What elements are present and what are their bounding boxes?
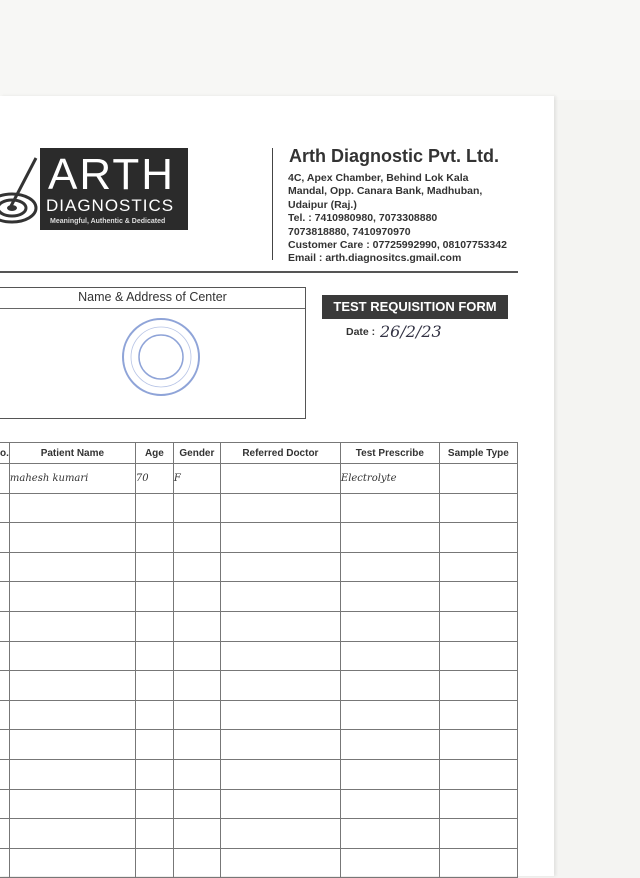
address-line: Udaipur (Raj.) bbox=[288, 198, 357, 211]
address-line: Email : arth.diagnositcs.gmail.com bbox=[288, 252, 462, 265]
address-line: Customer Care : 07725992990, 08107753342 bbox=[288, 239, 507, 252]
patient-table bbox=[0, 442, 518, 878]
table-row bbox=[0, 464, 517, 494]
stamp-icon bbox=[120, 316, 202, 398]
table-row bbox=[0, 819, 517, 849]
table-cell bbox=[220, 464, 340, 494]
table-cell bbox=[0, 464, 9, 494]
table-row bbox=[0, 700, 517, 730]
col-header-referred-doctor: Referred Doctor bbox=[220, 443, 340, 464]
date-value: 26/2/23 bbox=[380, 322, 442, 341]
table-row bbox=[0, 848, 517, 878]
header-rule bbox=[0, 271, 518, 273]
table-row bbox=[0, 759, 517, 789]
table-row bbox=[0, 671, 517, 701]
col-header-gender: Gender bbox=[173, 443, 220, 464]
background-paper bbox=[0, 0, 640, 100]
address-line: Mandal, Opp. Canara Bank, Madhuban, bbox=[288, 185, 483, 198]
center-box-title: Name & Address of Center bbox=[78, 290, 227, 304]
age-cell: 70 bbox=[135, 464, 173, 494]
form-title: TEST REQUISITION FORM bbox=[322, 295, 508, 319]
address-line: Tel. : 7410980980, 7073308880 bbox=[288, 212, 438, 225]
table-row bbox=[0, 611, 517, 641]
col-header-sample-type: Sample Type bbox=[439, 443, 517, 464]
table-row bbox=[0, 641, 517, 671]
table-row bbox=[0, 523, 517, 553]
center-title-rule bbox=[0, 308, 305, 309]
patient-name-cell: mahesh kumari bbox=[9, 464, 135, 494]
table-row bbox=[0, 789, 517, 819]
table-row bbox=[0, 730, 517, 760]
table-cell bbox=[439, 464, 517, 494]
gender-cell: F bbox=[173, 464, 220, 494]
header-divider bbox=[272, 148, 273, 260]
logo-main-text: ARTH bbox=[48, 150, 175, 199]
logo-sub-text: DIAGNOSTICS bbox=[46, 196, 175, 215]
table-row bbox=[0, 493, 517, 523]
col-header-no: o. bbox=[0, 443, 9, 464]
target-logo-icon bbox=[0, 150, 40, 232]
company-address bbox=[288, 172, 528, 266]
table-row bbox=[0, 552, 517, 582]
address-line: 7073818880, 7410970970 bbox=[288, 225, 411, 238]
table-header-row bbox=[0, 443, 517, 464]
col-header-patient-name: Patient Name bbox=[9, 443, 135, 464]
col-header-age: Age bbox=[135, 443, 173, 464]
test-cell: Electrolyte bbox=[340, 464, 439, 494]
logo-tagline: Meaningful, Authentic & Dedicated bbox=[50, 218, 166, 225]
date-label: Date : bbox=[346, 326, 376, 338]
table-row bbox=[0, 582, 517, 612]
company-name: Arth Diagnostic Pvt. Ltd. bbox=[289, 146, 500, 166]
address-line: 4C, Apex Chamber, Behind Lok Kala bbox=[288, 172, 469, 184]
col-header-test-prescribe: Test Prescribe bbox=[340, 443, 439, 464]
brand-logo bbox=[40, 148, 188, 230]
